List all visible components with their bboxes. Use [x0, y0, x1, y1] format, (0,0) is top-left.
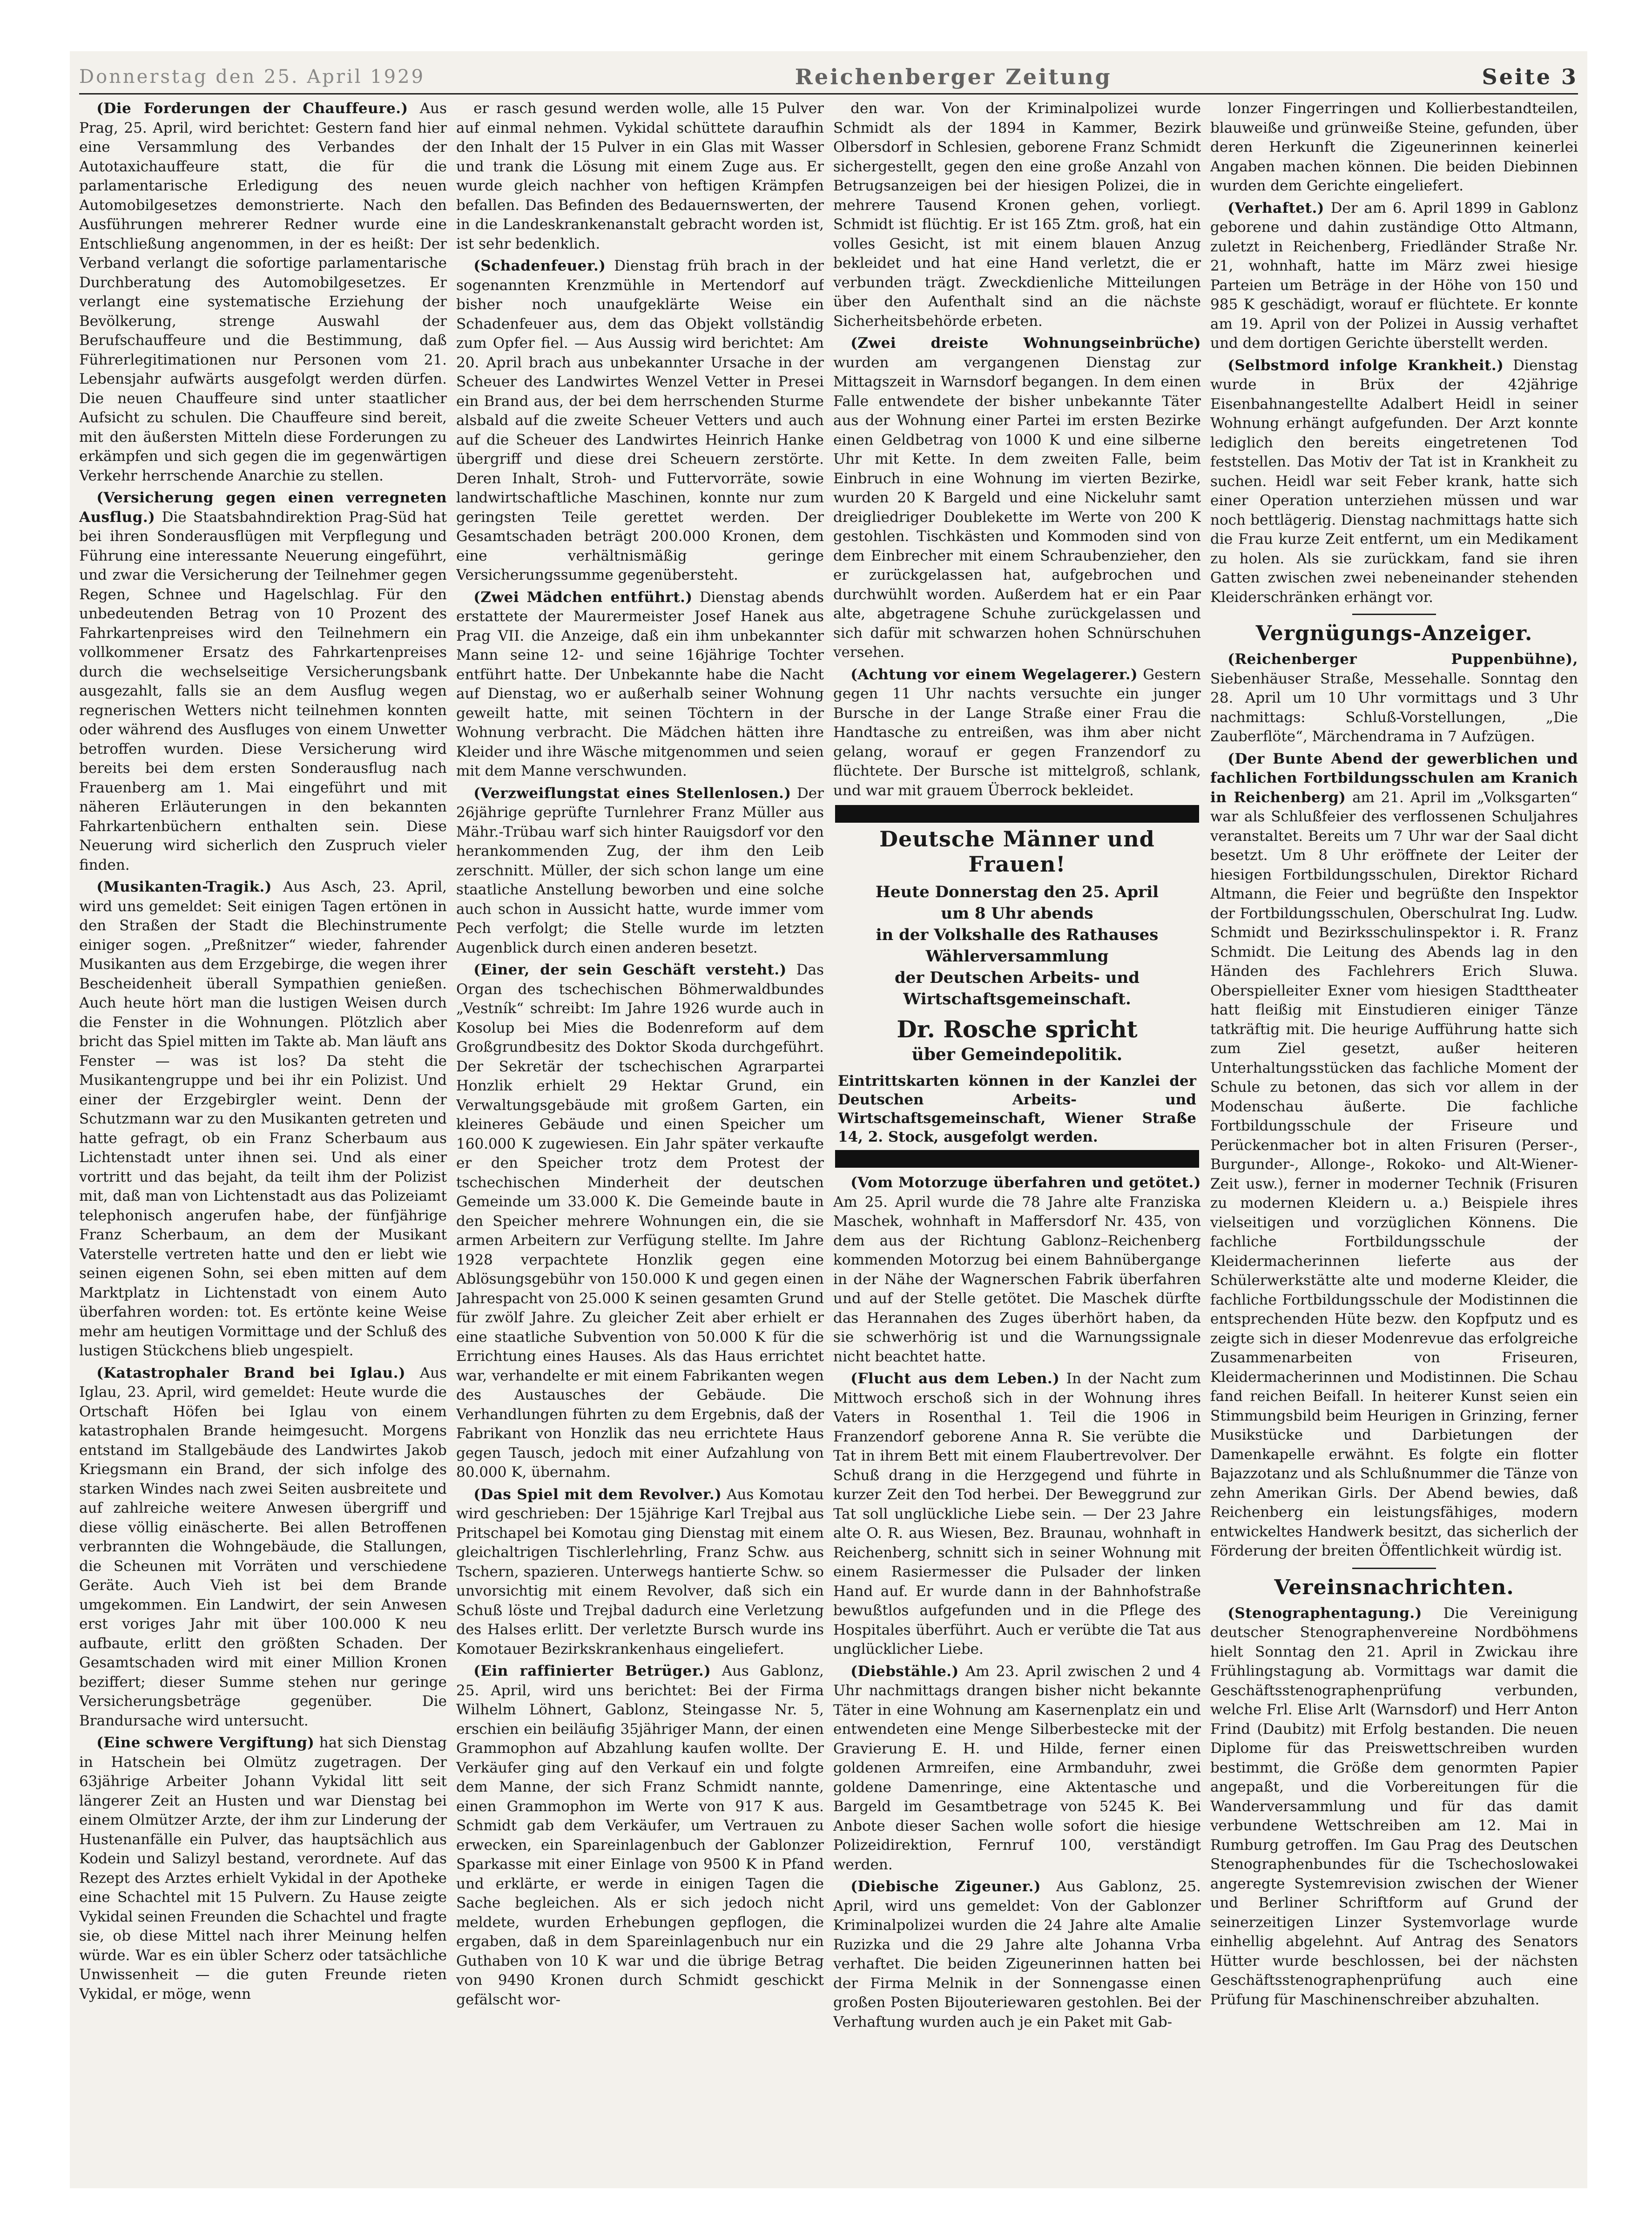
news-article	[833, 334, 1201, 663]
news-article	[79, 99, 447, 486]
article-body: lonzer Fingerringen und Kollierbestandteilen, blauweiße und grünweiße Steine, gefunden, über deren Herkunft die Zigeunerinnen keinerlei Angaben machen können. Die beiden Diebinnen wurden dem Gerichte eingeliefert.	[1210, 100, 1578, 194]
newspaper-page	[70, 51, 1587, 2188]
article-body: Der am 6. April 1899 in Gablonz geborene und dahin zuständige Otto Altmann, zuletzt in Reichenberg, Friedländer Straße Nr. 21, wohnhaft, hatte im März zwei hiesige Parteien um Beträge in der Höhe von 150 und 985 K geschädigt, worauf er flüchtete. Er konnte am 19. April von der Polizei in Aussig verhaftet und dem dortigen Gerichte überstellt werden.	[1210, 199, 1578, 352]
news-article	[456, 961, 824, 1482]
news-article	[1210, 199, 1578, 353]
article-body: Aus Asch, 23. April, wird uns gemeldet: Seit einigen Tagen ertönen in den Straßen der Stadt die Blechinstrumente einiger sogen. „Preßnitzer“ wieder, fahrender Musikanten aus dem Erzgebirge, die wegen ihrer Bescheidenheit überall Sympathien genießen. Auch heute hört man die lustigen Weisen durch die Fenster in die Wohnungen. Plötzlich aber bricht das Spiel mitten im Takte ab. Man läuft ans Fenster — was ist los? Da steht die Musikantengruppe und bei ihr ein Polizist. Und einer der Erzgebirgler weint. Denn der Schutzmann war zu den Musikanten getreten und hatte gefragt, ob ein Franz Scherbaum aus Lichtenstadt unter ihnen sei. Und als einer vortritt und das bejaht, da teilt ihm der Polizist mit, daß man von Lichtenstadt aus das Polizeiamt telephonisch angerufen habe, der fünfjährige Franz Scherbaum, an dem der Musikant Vaterstelle vertreten hatte und den er liebt wie seinen eigenen Sohn, sei eben mitten auf dem Marktplatz in Lichtenstadt von einem Auto überfahren worden: tot. Es ertönte keine Weise mehr am heutigen Vormittage und der Schluß des lustigen Stückchens blieb ungespielt.	[79, 879, 447, 1359]
news-article	[1210, 356, 1578, 608]
article-body: Dienstag wurde in Brüx der 42jährige Eisenbahnangestellte Adalbert Heidl in seiner Wohnung erhängt aufgefunden. Der Arzt konnte lediglich den bereits eingetretenen Tod feststellen. Das Motiv der Tat ist in Krankheit zu suchen. Heidl war seit Feber krank, hatte sich einer Operation unterziehen müssen und war noch bettlägerig. Dienstag nachmittags hatte sich die Frau kurze Zeit entfernt, um ein Medikament zu holen. Als sie zurückkam, fand sie ihren Gatten zwischen zwei nebeneinander stehenden Kleiderschränken erhängt vor.	[1210, 357, 1578, 606]
article-headline: (Stenographentagung.)	[1227, 1604, 1422, 1622]
article-headline: (Zwei dreiste Wohnungseinbrüche)	[850, 335, 1201, 352]
column-3	[833, 99, 1201, 2180]
column-4	[1210, 99, 1578, 2180]
article-body: Aus Iglau, 23. April, wird gemeldet: Heute wurde die Ortschaft Höfen bei Iglau von einem katastrophalen Brande heimgesucht. Morgens entstand im Stallgebäude des Landwirtes Jakob Kriegsmann ein Brand, der sich infolge des starken Windes nach zwei Seiten ausbreitete und auf zahlreiche weitere Anwesen übergriff und diese völlig einäscherte. Bei allen Betroffenen verbrannten die Wohngebäude, die Stallungen, die Scheunen mit Vorräten und verschiedene Geräte. Auch Vieh ist bei dem Brande umgekommen. Ein Landwirt, der sein Anwesen erst voriges Jahr mit über 100.000 K neu aufbaute, erlitt den größten Schaden. Der Gesamtschaden wird mit einer Million Kronen beziffert; dieser Summe stehen nur geringe Versicherungsbeträge gegenüber. Die Brandursache wird untersucht.	[79, 1364, 447, 1729]
columns	[79, 99, 1578, 2180]
article-body: hat sich Dienstag in Hatschein bei Olmütz zugetragen. Der 63jährige Arbeiter Johann Vykidal litt seit längerer Zeit an Husten und war Dienstag bei einem Olmützer Arzte, der ihm zur Linderung der Hustenanfälle ein Pulver, das hauptsächlich aus Kodein und Salizyl bestand, verordnete. Auf das Rezept des Arztes erhielt Vykidal in der Apotheke eine Schachtel mit 15 Pulvern. Zu Hause zeigte Vykidal seinen Freunden die Schachtel und fragte sie, ob diese Mittel nach ihrer Meinung helfen würde. War es ein übler Scherz oder tatsächliche Unwissenheit — die guten Freunde rieten Vykidal, er möge, wenn	[79, 1734, 447, 2003]
section-title: Vergnügungs-Anzeiger.	[1255, 622, 1533, 645]
ad-organizer-line: der Deutschen Arbeits- und Wirtschaftsgemeinschaft.	[894, 968, 1140, 1008]
news-article	[456, 1485, 824, 1659]
article-body: Der 26jährige geprüfte Turnlehrer Franz Müller aus Mähr.-Trübau warf sich hinter Rauigsdorf vor den herankommenden Zug, der ihm den Leib zerschnitt. Müller, der sich schon lange um eine staatliche Anstellung beworben und eine solche auch schon in Aussicht hatte, wurde immer vom Pech verfolgt; die Stelle wurde im letzten Augenblick durch einen anderen besetzt.	[456, 785, 824, 956]
header-page-number: Seite 3	[1482, 64, 1578, 89]
news-article	[79, 878, 447, 1361]
article-headline: (Vom Motorzuge überfahren und getötet.)	[850, 1174, 1201, 1191]
ad-date-line: Heute Donnerstag den 25. April	[875, 883, 1159, 901]
news-article	[79, 1733, 447, 2004]
article-body: Aus Komotau wird geschrieben: Der 15jährige Karl Trejbal aus Pritschapel bei Komotau ging Dienstag mit einem gleichaltrigen Tischlerlehrling, Franz Schw. aus Tschern, spazieren. Unterwegs hantierte Schw. so unvorsichtig mit einem Revolver, daß sich ein Schuß löste und Trejbal dadurch eine Verletzung des Halses erlitt. Der verletzte Bursch wurde ins Komotauer Bezirkskrankenhaus eingeliefert.	[456, 1486, 824, 1658]
article-headline: (Das Spiel mit dem Revolver.)	[473, 1486, 722, 1503]
page-header	[79, 61, 1578, 95]
article-body: Gestern gegen 11 Uhr nachts versuchte ein junger Bursche in der Lange Straße einer Frau die Handtasche zu entreißen, was ihm aber nicht gelang, worauf er gegen Franzendorf zu flüchtete. Der Bursche ist mittelgroß, schlank, und war mit grauem Überrock bekleidet.	[833, 666, 1201, 799]
news-article	[1210, 1604, 1578, 2010]
ad-speaker: Dr. Rosche spricht	[897, 1015, 1138, 1043]
article-body: wurden am vergangenen Dienstag zur Mittagszeit in Warnsdorf begangen. In dem einen Falle entwendete der bisher unbekannte Täter aus der Wohnung einer Partei im ersten Bezirke einen Geldbetrag von 1000 K und eine silberne Uhr mit Kette. In dem zweiten Falle, beim Einbruch in eine Wohnung im vierten Bezirke, wurden 20 K Bargeld und eine Nickeluhr samt dreigliedriger Doublekette im Werte von 200 K gestohlen. Tischkästen und Kommoden sind von dem Einbrecher mit einem Schraubenzieher, den er zurückgelassen hat, aufgebrochen und durchwühlt worden. Außerdem hat er ein Paar alte, abgetragene Schuhe zurückgelassen und sich dafür mit schwarzen hohen Schnürschuhen versehen.	[833, 354, 1201, 661]
article-headline: (Eine schwere Vergiftung)	[96, 1734, 315, 1751]
article-headline: (Die Forderungen der Chauffeure.)	[96, 100, 408, 117]
article-headline: (Zwei Mädchen entführt.)	[473, 589, 693, 606]
article-headline: (Versicherung gegen einen verregneten Ausflug.)	[79, 489, 447, 526]
article-headline: (Flucht aus dem Leben.)	[850, 1370, 1060, 1387]
article-body: Am 23. April zwischen 2 und 4 Uhr nachmittags drangen bisher nicht bekannte Täter in eine Wohnung am Kasernenplatz ein und entwendeten eine Menge Silberbestecke mit der Gravierung E. H. und Hilde, ferner einen goldenen Armreifen, eine Armbanduhr, zwei goldene Damenringe, eine Aktentasche und Bargeld im Gesamtbetrage von 5245 K. Bei Anbote dieser Sachen wolle sofort die hiesige Polizeidirektion, Fernruf 100, verständigt werden.	[833, 1663, 1201, 1873]
ad-bottom-bar	[835, 1150, 1199, 1168]
article-body: Die Staatsbahndirektion Prag-Süd hat bei ihren Sonderausflügen mit Verpflegung und Führung eine interessante Neuerung eingeführt, und zwar die Versicherung der Teilnehmer gegen Regen, Schnee und Hagelschlag. Für den unbedeutenden Betrag von 10 Prozent des Fahrkartenpreises wird den Teilnehmern ein vollkommener Ersatz des Fahrkartenpreises durch die wechselseitige Versicherungsbank ausgezahlt, falls sie an dem Ausflug wegen regnerischen Wetters nicht teilnehmen konnten oder während des Ausfluges von einem Unwetter betroffen wurden. Diese Versicherung wird bereits bei dem ersten Sonderausflug nach Frauenberg am 1. Mai eingeführt und mit näheren Erläuterungen in den bekannten Fahrkartenbüchern enthalten sein. Diese Neuerung wird sicherlich den Zuspruch vieler finden.	[79, 508, 447, 873]
ad-top-bar	[835, 805, 1199, 823]
article-headline: (Diebstähle.)	[850, 1663, 959, 1680]
article-body: Aus Gablonz, 25. April, wird uns gemeldet: Von der Gablonzer Kriminalpolizei wurden die 24 Jahre alte Amalie Ruzizka und die 29 Jahre alte Johanna Vrba verhaftet. Die beiden Zigeunerinnen hatten bei der Firma Melnik in der Sonnengasse einen großen Posten Bijouteriewaren gestohlen. Bei der Verhaftung wurden auch je ein Paket mit Gab-	[833, 1878, 1201, 2030]
article-headline: (Katastrophaler Brand bei Iglau.)	[96, 1364, 406, 1381]
article-body: Dienstag früh brach in der sogenannten Krenzmühle in Mertendorf auf bisher noch unaufgeklärte Weise ein Schadenfeuer aus, dem das Objekt vollständig zum Opfer fiel. — Aus Aussig wird berichtet: Am 20. April brach aus unbekannter Ursache in der Scheuer des Landwirtes Wenzel Vetter in Presei ein Brand aus, der bei dem herrschenden Sturme alsbald auf die zweite Scheuer Vetters und auch auf die Scheuer des Landwirtes Heinrich Hanke übergriff und diese drei Scheuern zerstörte. Deren Inhalt, Stroh- und Futtervorräte, sowie landwirtschaftliche Maschinen, konnte nur zum geringsten Teile gerettet werden. Der Gesamtschaden beträgt 200.000 Kronen, dem eine verhältnismäßig geringe Versicherungssumme gegenübersteht.	[456, 257, 824, 583]
column-2	[456, 99, 824, 2180]
article-headline: (Musikanten-Tragik.)	[96, 879, 272, 895]
news-article	[456, 588, 824, 781]
news-article	[833, 1877, 1201, 2032]
column-1	[79, 99, 447, 2180]
news-article	[456, 784, 824, 958]
section-divider	[1352, 614, 1436, 615]
news-article	[456, 257, 824, 585]
article-headline: (Diebische Zigeuner.)	[850, 1878, 1041, 1895]
article-headline: (Verhaftet.)	[1227, 199, 1324, 217]
article-body: Die Vereinigung deutscher Stenographenvereine Nordböhmens hielt Sonntag den 21. April in Zwickau ihre Frühlingstagung ab. Vormittags war damit die Geschäftsstenographenprüfung verbunden, welche Frl. Elise Arlt (Warnsdorf) und Herr Anton Frind (Daubitz) mit Erfolg bestanden. Die neuen Diplome für das Preiswettschreiben wurden bestimmt, die Größe dem genormten Papier angepaßt, und die Vorbereitungen für die Wanderversammlung und für das damit verbundene Wettschreiben am 12. Mai in Rumburg getroffen. Im Gau Prag des Deutschen Stenographenbundes für die Tschechoslowakei angeregte Systemrevision zwischen der Wiener und Berliner Schriftform auf Grund der seinerzeitigen Linzer Systemvorlage wurde einhellig abgelehnt. Auf Antrag des Senators Hütter wurde beschlossen, bei der nächsten Geschäftsstenographenprüfung auch eine Prüfung für Maschinenschreiber abzuhalten.	[1210, 1604, 1578, 2008]
news-article	[456, 99, 824, 254]
header-paper-name: Reichenberger Zeitung	[795, 64, 1112, 89]
ad-venue-line: in der Volkshalle des Rathauses	[876, 926, 1159, 944]
news-article	[79, 1364, 447, 1731]
news-article	[833, 1369, 1201, 1659]
article-body: Aus Prag, 25. April, wird berichtet: Gestern fand hier eine Versammlung des Verbandes der Autotaxichauffeure statt, die für die parlamentarische Erledigung des neuen Automobilgesetzes demonstrierte. Nach den Ausführungen mehrerer Redner wurde eine Entschließung angenommen, in der es heißt: Der Verband verlangt die sofortige parlamentarische Durchberatung des Automobilgesetzes. Er verlangt eine systematische Erziehung der Bevölkerung, strenge Auswahl der Berufschauffeure und die Bestimmung, daß Führerlegitimationen nur Personen vom 21. Lebensjahr aufwärts ausgefolgt werden dürfen. Die neuen Chauffeure sind unter staatlicher Aufsicht zu schulen. Die Chauffeure sind bereit, mit den äußersten Mitteln diese Forderungen zu erkämpfen und sich gegen die im gegenwärtigen Verkehr herrschende Anarchie zu stellen.	[79, 100, 447, 484]
news-article	[833, 665, 1201, 801]
article-headline: (Achtung vor einem Wegelagerer.)	[850, 666, 1138, 683]
ad-event-line: Wählerversammlung	[925, 947, 1109, 966]
article-headline: (Reichenberger Puppenbühne),	[1227, 651, 1578, 668]
article-headline: (Einer, der sein Geschäft versteht.)	[473, 961, 787, 978]
article-body: Am 25. April wurde die 78 Jahre alte Franziska Maschek, wohnhaft in Maffersdorf Nr. 435, von dem aus der Richtung Gablonz–Reichenberg kommenden Motorzug bei einem Bahnübergange in der Nähe der Wagnerschen Fabrik überfahren und auf der Stelle getötet. Die Maschek dürfte das Herannahen des Zuges überhört haben, da sie schwerhörig ist und die Warnungssignale nicht beachtet hatte.	[833, 1193, 1201, 1365]
news-article	[833, 99, 1201, 331]
news-article	[456, 1662, 824, 2009]
news-article	[1210, 750, 1578, 1561]
article-body: Das Organ des tschechischen Böhmerwaldbundes „Vestník“ schreibt: Im Jahre 1926 wurde auch in Kosolup bei Mies die Bodenreform auf dem Großgrundbesitz des Doktor Skoda durchgeführt. Der Sekretär der tschechischen Agrarpartei Honzlik erhielt 29 Hektar Grund, ein Verwaltungsgebäude mit großem Garten, ein kleineres Gebäude und einen Speicher um 160.000 K zugewiesen. Ein Jahr später verkaufte er den Speicher trotz dem Protest der tschechischen Minderheit der deutschen Gemeinde um 33.000 K. Die Gemeinde baute in den Speicher mehrere Wohnungen ein, die sie armen Arbeitern zur Verfügung stellte. Im Jahre 1928 verpachtete Honzlik gegen eine Ablösungsgebühr von 150.000 K und gegen einen Jahrespacht von 25.000 K seinen gesamten Grund für zwölf Jahre. Zu gleicher Zeit aber erhielt er eine staatliche Subvention von 50.000 K für die Errichtung eines Hauses. Als das Haus errichtet war, verhandelte er mit einem Fabrikanten wegen des Austausches der Gebäude. Die Verhandlungen führten zu dem Ergebnis, daß der Fabrikant von Honzlik das neu errichtete Haus gegen Tausch, jedoch mit einer Aufzahlung von 80.000 K, übernahm.	[456, 961, 824, 1481]
ad-headline: Deutsche Männer und Frauen!	[879, 826, 1155, 877]
news-article	[79, 488, 447, 875]
section-divider	[1352, 1568, 1436, 1569]
news-article	[833, 1173, 1201, 1367]
article-body: er rasch gesund werden wolle, alle 15 Pulver auf einmal nehmen. Vykidal schüttete daraufhin den Inhalt der 15 Pulver in ein Glas mit Wasser und trank die Lösung mit einem Zuge aus. Er wurde gleich nachher von heftigen Krämpfen befallen. Das Befinden des Bedauernswerten, der in die Landeskrankenanstalt gebracht worden ist, ist sehr bedenklich.	[456, 100, 824, 252]
news-article	[833, 1662, 1201, 1875]
article-body: Siebenhäuser Straße, Messehalle. Sonntag den 28. April um 10 Uhr vormittags und 3 Uhr nachmittags: Schluß-Vorstellungen, „Die Zauberflöte“, Märchendrama in 7 Aufzügen.	[1210, 670, 1578, 745]
article-headline: (Verzweiflungstat eines Stellenlosen.)	[473, 785, 791, 802]
ad-ticket-note: Eintrittskarten können in der Kanzlei der Deutschen Arbeits- und Wirtschaftsgemeinschaft, Wiener Straße 14, 2. Stock, ausgefolgt werden.	[838, 1073, 1196, 1145]
election-advertisement	[835, 805, 1199, 1168]
news-article	[1210, 650, 1578, 747]
article-body: Dienstag abends erstattete der Maurermeister Josef Hanek aus Prag VII. die Anzeige, daß ein ihm unbekannter Mann seine 12- und seine 16jährige Tochter entführt hatte. Der Unbekannte habe die Nacht auf Dienstag, wo er außerhalb seiner Wohnung geweilt hatte, mit seinen Töchtern in der Wohnung verbracht. Die Mädchen hätten ihre Kleider und ihre Wäsche mitgenommen und seien mit dem Manne verschwunden.	[456, 589, 824, 779]
article-headline: (Ein raffinierter Betrüger.)	[473, 1663, 711, 1679]
news-article	[1210, 99, 1578, 196]
ad-topic: über Gemeindepolitik.	[911, 1045, 1123, 1064]
section-title: Vereinsnachrichten.	[1274, 1575, 1514, 1599]
article-body: den war. Von der Kriminalpolizei wurde Schmidt als der 1894 in Kammer, Bezirk Olbersdorf in Schlesien, geborene Franz Schmidt sichergestellt, gegen den eine große Anzahl von Betrugsanzeigen bei der hiesigen Polizei, die in mehrere Tausend Kronen gehen, vorliegt. Schmidt ist flüchtig. Er ist 165 Ztm. groß, hat ein volles Gesicht, ist mit einem blauen Anzug bekleidet und hat eine Hand verletzt, die er verbunden trägt. Zweckdienliche Mitteilungen über den Aufenthalt sind an die nächste Sicherheitsbehörde erbeten.	[833, 100, 1201, 330]
article-body: am 21. April im „Volksgarten“ war als Schlußfeier des verflossenen Schuljahres veranstaltet. Bereits um 7 Uhr war der Saal dicht besetzt. Um 8 Uhr eröffnete der Leiter der hiesigen Fortbildungsschulen, Direktor Richard Altmann, die Feier und begrüßte den Inspektor der Fortbildungsschulen, Oberschulrat Ing. Ludw. Schmidt und Bezirksschulinspektor i. R. Franz Schmidt. Die Leitung des Abends lag in den Händen des Fachlehrers Erich Sluwa. Oberspielleiter Exner vom hiesigen Stadttheater hatt fleißig mit Einstudieren einiger Tänze tatkräftig mit. Die heurige Aufführung hatte sich zum Ziel gesetzt, außer heiteren Unterhaltungsstücken das fachliche Moment der Schule zu betonen, das sich vor allem in der Modenschau äußerte. Die fachliche Fortbildungsschule der Friseure und Perückenmacher bot in alten Frisuren (Perser-, Burgunder-, Allonge-, Rokoko- und Alt-Wiener-Zeit usw.), ferner in moderner Technik (Frisuren zu modernen Kleidern u. a.) Beispiele ihres vielseitigen und vorzüglichen Könnens. Die fachliche Fortbildungsschule der Kleidermacherinnen lieferte aus der Schülerwerkstätte alte und moderne Kleider, die fachliche Fortbildungsschule der Modistinnen die entsprechenden Hüte bezw. den Kopfputz und es zeigte sich in dieser Modenrevue das erfolgreiche Zusammenarbeiten von Friseuren, Kleidermacherinnen und Modistinnen. Die Schau fand reichen Beifall. In heiterer Kunst seien ein Stimmungsbild beim Heurigen in Grinzing, ferner Musikstücke und Darbietungen der Damenkapelle erwähnt. Es folgte ein flotter Bajazzotanz und als Schlußnummer die Tänze von zehn Amerikan Girls. Der Abend bewies, daß Reichenberg ein leistungsfähiges, modern entwickeltes Handwerk besitzt, das sicherlich der Förderung der breiten Öffentlichkeit würdig ist.	[1210, 789, 1578, 1559]
article-headline: (Schadenfeuer.)	[473, 257, 606, 274]
article-body: Aus Gablonz, 25. April, wird uns berichtet: Bei der Firma Wilhelm Löhnert, Gablonz, Steingasse Nr. 5, erschien ein beiläufig 35jähriger Mann, der einen Grammophon auf Abzahlung kaufen wollte. Der Verkäufer ging auf den Verkauf ein und folgte dem Manne, der sich Franz Schmidt nannte, einen Grammophon im Werte von 917 K aus. Schmidt gab dem Verkäufer, um Vertrauen zu erwecken, ein Spareinlagenbuch der Gablonzer Sparkasse mit einer Einlage von 9500 K in Pfand und erklärte, er werde in einigen Tagen die Sache begleichen. Als er sich jedoch nicht meldete, wurden Erhebungen gepflogen, die ergaben, daß in dem Spareinlagenbuch nur ein Guthaben von 10 K war und die übrige Betrag von 9490 Kronen durch Schmidt geschickt gefälscht wor-	[456, 1663, 824, 2008]
article-headline: (Selbstmord infolge Krankheit.)	[1227, 357, 1504, 374]
ad-time-line: um 8 Uhr abends	[941, 904, 1093, 923]
article-headline: (Der Bunte Abend der gewerblichen und fachlichen Fortbildungsschulen am Kranich in Reichenberg)	[1210, 750, 1578, 806]
article-body: In der Nacht zum Mittwoch erschoß sich in der Wohnung ihres Vaters in Rosenthal 1. Teil die 1906 in Franzendorf geborene Anna R. Sie verübte die Tat in ihrem Bett mit einem Flaubertrevolver. Der Schuß drang in die Herzgegend und führte in kurzer Zeit den Tod herbei. Der Beweggrund zur Tat soll unglückliche Liebe sein. — Der 23 Jahre alte O. R. aus Wiesen, Bez. Braunau, wohnhaft in Reichenberg, schnitt sich in seiner Wohnung mit einem Rasiermesser die Pulsader der linken Hand auf. Er wurde dann in der Bahnhofstraße bewußtlos aufgefunden und in die Pflege des Hospitales überführt. Auch er verübte die Tat aus unglücklicher Liebe.	[833, 1370, 1201, 1658]
header-date: Donnerstag den 25. April 1929	[79, 66, 425, 88]
